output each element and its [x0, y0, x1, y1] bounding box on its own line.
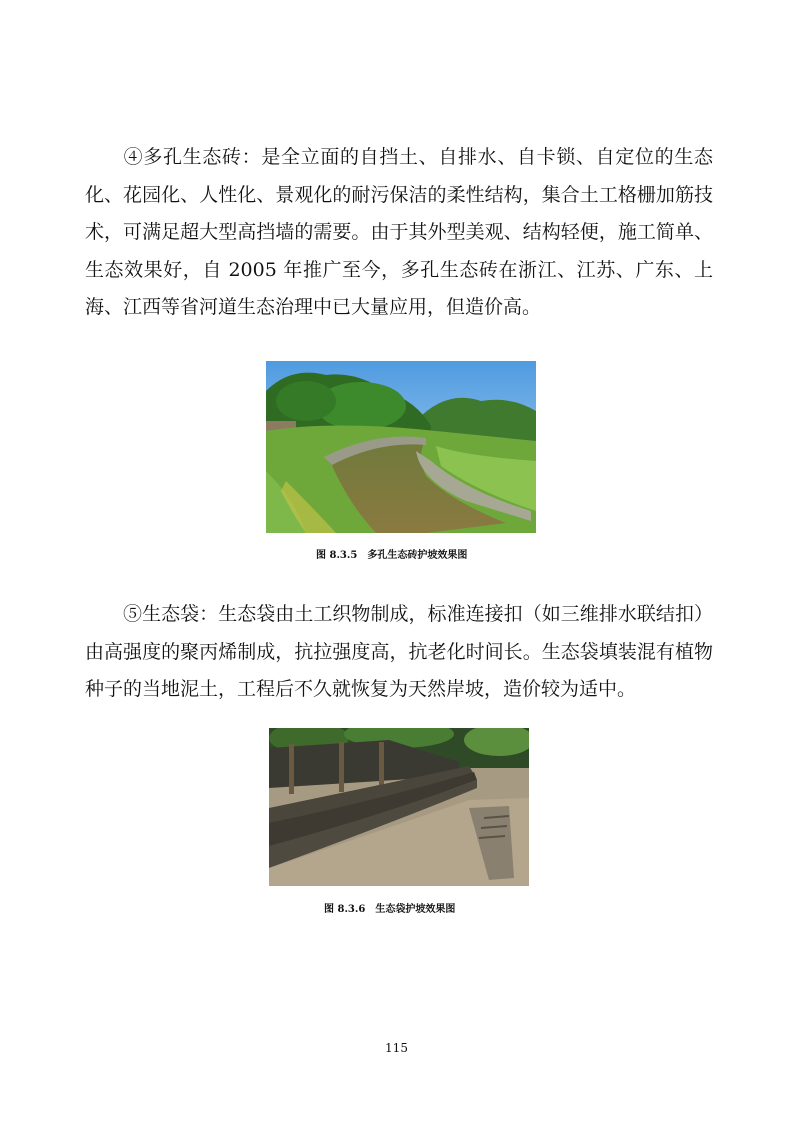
figure-title: 生态袋护坡效果图 — [375, 904, 456, 915]
figure-title: 多孔生态砖护坡效果图 — [367, 550, 468, 561]
figure-number: 图 8.3.6 — [324, 904, 366, 915]
page-number: 115 — [385, 1041, 408, 1055]
eco-bag-photo — [269, 728, 529, 886]
paragraph-eco-bag: ⑤生态袋：生态袋由土工织物制成，标准连接扣（如三维排水联结扣）由高强度的聚丙烯制成，抗拉强度高，抗老化时间长。生态袋填装混有植物种子的当地泥土，工程后不久就恢复为天然岸坡，造价较为适中。 — [85, 603, 713, 700]
figure-caption-8-3-6 — [324, 900, 455, 915]
figure-caption-8-3-5 — [316, 546, 467, 561]
porous-eco-brick-photo — [266, 361, 536, 533]
figure-number: 图 8.3.5 — [316, 550, 358, 561]
paragraph-porous-eco-brick: ④多孔生态砖：是全立面的自挡土、自排水、自卡锁、自定位的生态化、花园化、人性化、景观化的耐污保洁的柔性结构，集合土工格栅加筋技术，可满足超大型高挡墙的需要。由于其外型美观、结构轻便，施工简单、生态效果好，自 2005 年推广至今，多孔生态砖在浙江、江苏、广东、上海、江西等省河道生态治理中已大量应用，但造价高。 — [85, 146, 713, 318]
